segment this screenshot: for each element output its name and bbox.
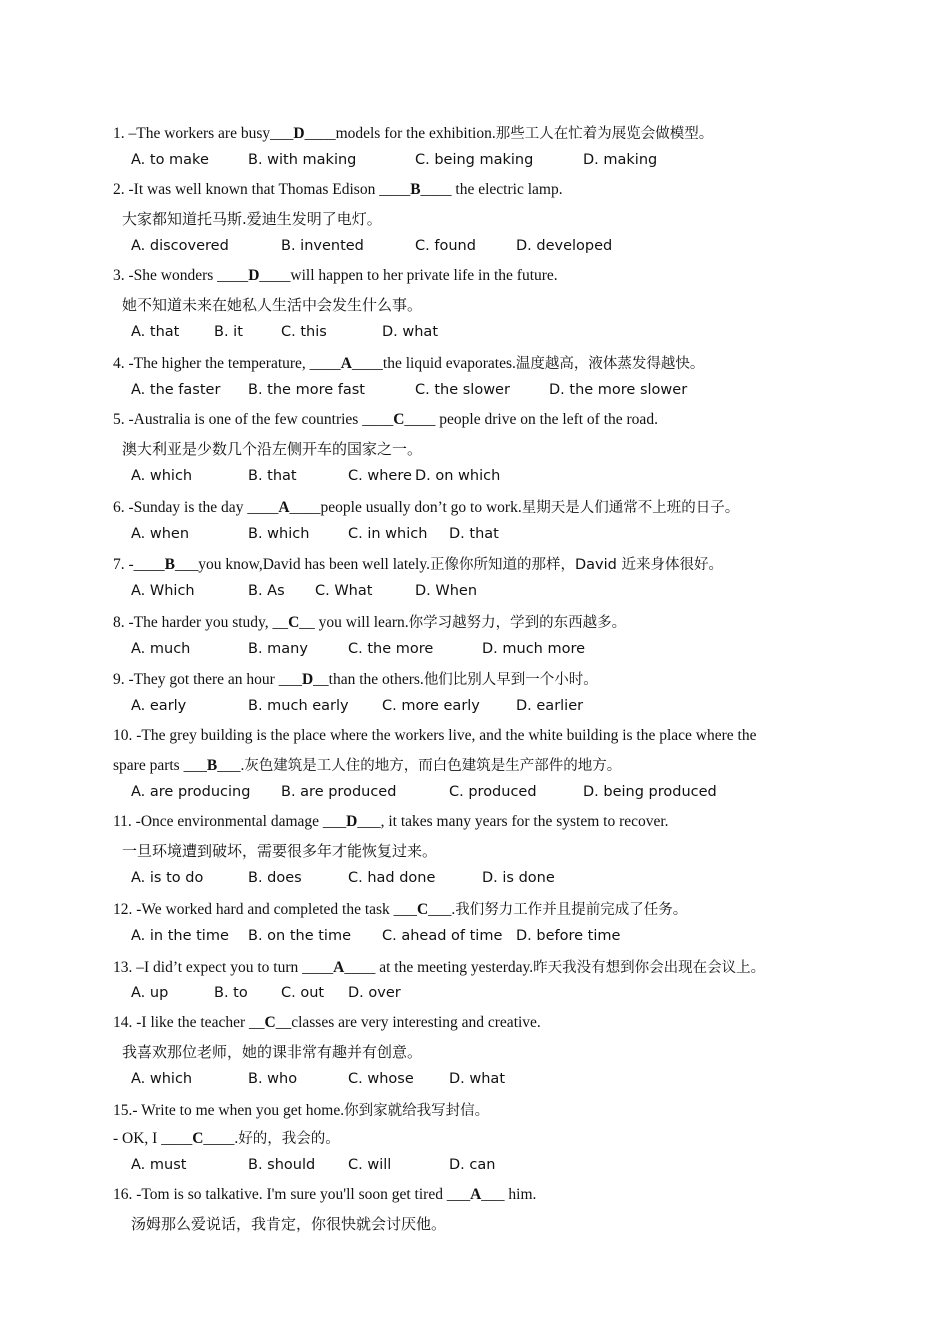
options-5 bbox=[131, 468, 851, 488]
question-translation: 昨天我没有想到你会出现在会议上。 bbox=[533, 960, 766, 976]
question-3 bbox=[113, 267, 558, 285]
option-d: D. the more slower bbox=[549, 382, 688, 398]
option-a: A. in the time bbox=[131, 928, 229, 944]
question-translation: 一旦环境遭到破坏，需要很多年才能恢复过来。 bbox=[122, 842, 438, 860]
question-translation: 你学习越努力，学到的东西越多。 bbox=[408, 615, 627, 631]
option-c: C. the slower bbox=[415, 382, 510, 398]
option-b: B. it bbox=[214, 324, 243, 340]
option-b: B. As bbox=[248, 583, 285, 599]
answer-letter: A bbox=[470, 1186, 482, 1203]
option-a: A. up bbox=[131, 985, 169, 1001]
option-a: A. that bbox=[131, 324, 180, 340]
question-text-before: 12. -We worked hard and completed the task ___ bbox=[113, 901, 417, 918]
option-d: D. making bbox=[583, 152, 658, 168]
question-text-before: 2. -It was well known that Thomas Edison ____ bbox=[113, 181, 411, 198]
answer-letter: C bbox=[393, 411, 405, 428]
option-d: D. can bbox=[449, 1157, 496, 1173]
option-d: D. much more bbox=[482, 641, 586, 657]
option-b: B. are produced bbox=[281, 784, 397, 800]
options-12 bbox=[131, 928, 851, 948]
options-2 bbox=[131, 238, 851, 258]
option-b: B. that bbox=[248, 468, 297, 484]
option-b: B. invented bbox=[281, 238, 364, 254]
question-text-before: spare parts ___ bbox=[113, 757, 207, 774]
option-c: C. this bbox=[281, 324, 327, 340]
option-a: A. Which bbox=[131, 583, 195, 599]
option-b: B. which bbox=[248, 526, 310, 542]
question-translation: 正像你所知道的那样，David 近来身体很好。 bbox=[430, 557, 723, 573]
question-4 bbox=[113, 352, 704, 373]
option-d: D. When bbox=[415, 583, 478, 599]
question-2 bbox=[113, 181, 563, 199]
question-translation: 我们努力工作并且提前完成了任务。 bbox=[455, 902, 688, 918]
option-c: C. being making bbox=[415, 152, 534, 168]
question-9 bbox=[113, 668, 598, 689]
answer-letter: C bbox=[288, 614, 300, 631]
option-c: C. produced bbox=[449, 784, 537, 800]
options-4 bbox=[131, 382, 851, 402]
question-text-before: 9. -They got there an hour ___ bbox=[113, 671, 302, 688]
option-c: C. where bbox=[348, 468, 412, 484]
option-d: D. earlier bbox=[516, 698, 584, 714]
question-translation: 星期天是人们通常不上班的日子。 bbox=[521, 500, 740, 516]
option-a: A. much bbox=[131, 641, 191, 657]
option-d: D. over bbox=[348, 985, 401, 1001]
options-9 bbox=[131, 698, 851, 718]
option-b: B. to bbox=[214, 985, 248, 1001]
option-d: D. before time bbox=[516, 928, 621, 944]
option-d: D. on which bbox=[415, 468, 501, 484]
option-b: B. does bbox=[248, 870, 302, 886]
options-10 bbox=[131, 784, 851, 804]
question-translation: 我喜欢那位老师，她的课非常有趣并有创意。 bbox=[122, 1043, 423, 1061]
options-15 bbox=[131, 1157, 851, 1177]
option-d: D. that bbox=[449, 526, 499, 542]
option-a: A. the faster bbox=[131, 382, 221, 398]
question-12 bbox=[113, 898, 687, 919]
option-b: B. on the time bbox=[248, 928, 352, 944]
options-11 bbox=[131, 870, 851, 890]
question-8 bbox=[113, 611, 626, 632]
question-text-after: ____people usually don’t go to work. bbox=[289, 499, 522, 516]
question-text-before: 1. –The workers are busy___ bbox=[113, 125, 294, 142]
question-16 bbox=[113, 1186, 536, 1204]
question-translation: 你到家就给我写封信。 bbox=[344, 1103, 490, 1119]
question-translation: 那些工人在忙着为展览会做模型。 bbox=[495, 126, 714, 142]
option-c: C. had done bbox=[348, 870, 436, 886]
options-14 bbox=[131, 1071, 851, 1091]
question-text: 15.- Write to me when you get home. bbox=[113, 1102, 345, 1119]
question-text-before: - OK, I ____ bbox=[113, 1130, 193, 1147]
question-text-before: 14. -I like the teacher __ bbox=[113, 1014, 265, 1031]
option-b: B. should bbox=[248, 1157, 316, 1173]
question-translation: 他们比别人早到一个小时。 bbox=[423, 672, 598, 688]
option-c: C. whose bbox=[348, 1071, 414, 1087]
option-a: A. discovered bbox=[131, 238, 229, 254]
question-text-after: ____models for the exhibition. bbox=[304, 125, 496, 142]
answer-letter: C bbox=[416, 901, 429, 918]
question-1 bbox=[113, 122, 713, 143]
answer-letter: A bbox=[278, 499, 290, 516]
answer-letter: B bbox=[206, 757, 218, 774]
question-text-before: 8. -The harder you study, __ bbox=[113, 614, 289, 631]
question-10: 10. -The grey building is the place where the workers live, and the white building is the place where the bbox=[113, 727, 757, 744]
answer-letter: A bbox=[333, 959, 345, 976]
question-text-after: ___ him. bbox=[481, 1186, 537, 1203]
question-text-before: 4. -The higher the temperature, ____ bbox=[113, 355, 341, 372]
option-d: D. being produced bbox=[583, 784, 717, 800]
question-text-before: 5. -Australia is one of the few countries ____ bbox=[113, 411, 394, 428]
answer-letter: B bbox=[164, 556, 176, 573]
question-13 bbox=[113, 956, 765, 977]
question-text-after: ____ the electric lamp. bbox=[420, 181, 563, 198]
question-text-before: 6. -Sunday is the day ____ bbox=[113, 499, 279, 516]
answer-letter: B bbox=[410, 181, 421, 198]
question-text-after: ___. bbox=[428, 901, 456, 918]
option-a: A. are producing bbox=[131, 784, 251, 800]
answer-letter: A bbox=[340, 355, 352, 372]
option-b: B. with making bbox=[248, 152, 357, 168]
question-14 bbox=[113, 1014, 541, 1032]
option-a: A. which bbox=[131, 468, 193, 484]
question-text-before: 16. -Tom is so talkative. I'm sure you'll soon get tired ___ bbox=[113, 1186, 471, 1203]
option-c: C. more early bbox=[382, 698, 480, 714]
options-8 bbox=[131, 641, 851, 661]
option-c: C. ahead of time bbox=[382, 928, 503, 944]
question-15-reply bbox=[113, 1127, 340, 1148]
option-a: A. which bbox=[131, 1071, 193, 1087]
question-text-after: __ you will learn. bbox=[299, 614, 409, 631]
answer-letter: D bbox=[301, 671, 314, 688]
options-7 bbox=[131, 583, 851, 603]
question-10-continued bbox=[113, 754, 621, 775]
question-translation: 大家都知道托马斯.爱迪生发明了电灯。 bbox=[122, 210, 382, 228]
question-text-after: ____the liquid evaporates. bbox=[351, 355, 516, 372]
question-7 bbox=[113, 553, 723, 574]
option-a: A. is to do bbox=[131, 870, 204, 886]
answer-letter: D bbox=[346, 813, 358, 830]
question-text-after: ____. bbox=[203, 1130, 239, 1147]
option-c: C. out bbox=[281, 985, 325, 1001]
option-c: C. in which bbox=[348, 526, 428, 542]
answer-letter: D bbox=[248, 267, 260, 284]
question-text-before: 11. -Once environmental damage ___ bbox=[113, 813, 347, 830]
question-6 bbox=[113, 496, 739, 517]
question-15 bbox=[113, 1099, 489, 1120]
option-d: D. is done bbox=[482, 870, 555, 886]
answer-letter: C bbox=[264, 1014, 276, 1031]
question-text-after: ___, it takes many years for the system to recover. bbox=[357, 813, 669, 830]
options-1 bbox=[131, 152, 851, 172]
option-a: A. must bbox=[131, 1157, 187, 1173]
question-translation: 汤姆那么爱说话，我肯定，你很快就会讨厌他。 bbox=[131, 1215, 447, 1233]
option-b: B. many bbox=[248, 641, 308, 657]
question-translation: 灰色建筑是工人住的地方，而白色建筑是生产部件的地方。 bbox=[244, 758, 622, 774]
option-b: B. much early bbox=[248, 698, 349, 714]
question-translation: 澳大利亚是少数几个沿左侧开车的国家之一。 bbox=[122, 440, 423, 458]
question-text-after: ____ at the meeting yesterday. bbox=[344, 959, 534, 976]
option-a: A. when bbox=[131, 526, 190, 542]
reply-translation: 好的，我会的。 bbox=[238, 1131, 340, 1147]
option-d: D. developed bbox=[516, 238, 613, 254]
question-text-after: __classes are very interesting and creative. bbox=[275, 1014, 541, 1031]
options-6 bbox=[131, 526, 851, 546]
option-a: A. early bbox=[131, 698, 187, 714]
option-d: D. what bbox=[449, 1071, 506, 1087]
question-text-after: ___. bbox=[217, 757, 245, 774]
question-11 bbox=[113, 813, 669, 831]
option-c: C. will bbox=[348, 1157, 392, 1173]
question-text-after: ____will happen to her private life in the future. bbox=[259, 267, 558, 284]
question-text-before: 13. –I did’t expect you to turn ____ bbox=[113, 959, 334, 976]
question-text-before: 3. -She wonders ____ bbox=[113, 267, 249, 284]
question-5 bbox=[113, 411, 658, 429]
question-translation: 她不知道未来在她私人生活中会发生什么事。 bbox=[122, 296, 423, 314]
option-b: B. who bbox=[248, 1071, 298, 1087]
option-d: D. what bbox=[382, 324, 439, 340]
option-b: B. the more fast bbox=[248, 382, 365, 398]
answer-letter: C bbox=[192, 1130, 204, 1147]
option-a: A. to make bbox=[131, 152, 209, 168]
question-text-after: ____ people drive on the left of the road. bbox=[404, 411, 658, 428]
question-text-before: 7. -____ bbox=[113, 556, 165, 573]
question-text-after: __than the others. bbox=[313, 671, 424, 688]
options-3 bbox=[131, 324, 851, 344]
option-c: C. the more bbox=[348, 641, 434, 657]
option-c: C. What bbox=[315, 583, 373, 599]
options-13 bbox=[131, 985, 851, 1005]
question-translation: 温度越高，液体蒸发得越快。 bbox=[515, 356, 705, 372]
answer-letter: D bbox=[293, 125, 305, 142]
option-c: C. found bbox=[415, 238, 476, 254]
question-text-after: ___you know,David has been well lately. bbox=[175, 556, 430, 573]
